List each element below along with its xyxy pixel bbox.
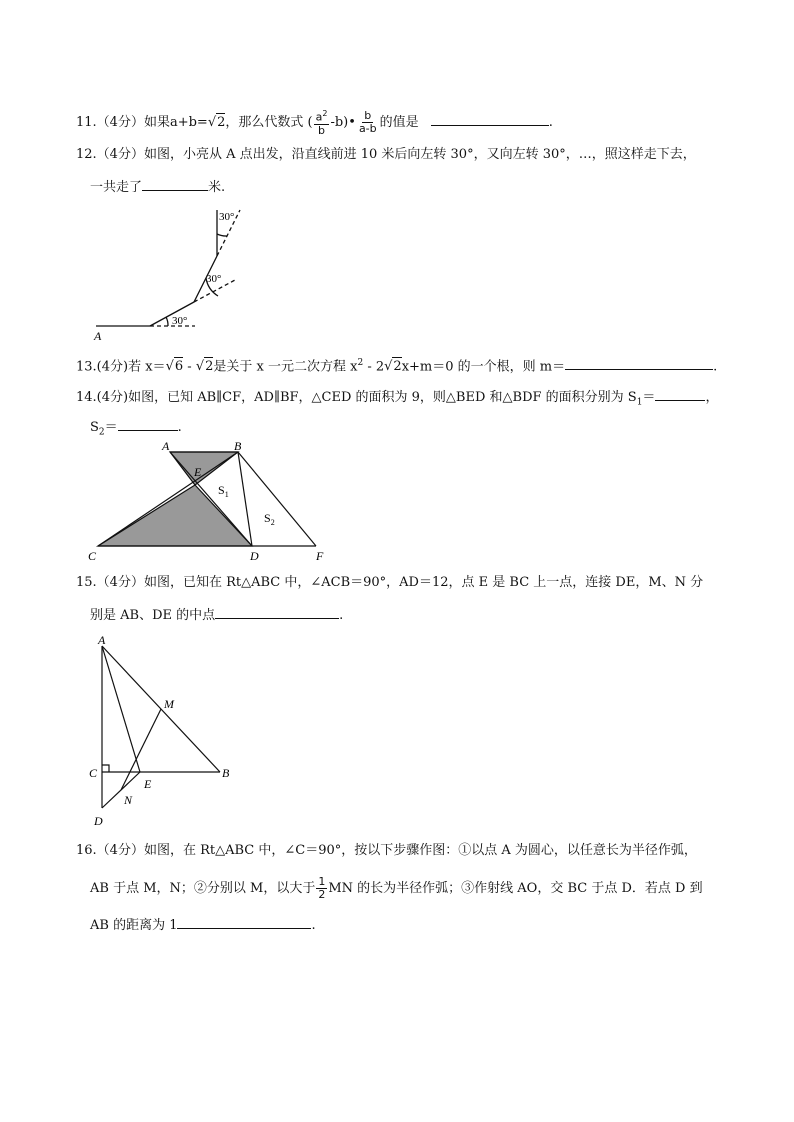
q12-answer-blank[interactable] [142,176,208,191]
q14-label-s2: $S_2$ [264,511,275,527]
q16-answer-blank[interactable] [177,914,311,929]
q14-label-s1: $S_1$ [218,483,229,499]
q14-figure [84,438,334,564]
q14-eq2: ＝ [104,420,118,435]
q16-half-fraction: $\frac{1}{2}$ [318,875,326,901]
q15-label-a: A [98,633,106,647]
question-14 [76,386,718,412]
q11-open-paren: ( [307,114,313,130]
q13-text-a: 13.(4分)若 x＝ [76,359,166,375]
q16-text2-b: MN 的长为半径作弧；③作射线 AO，交 BC 于点 D．若点 D 到 [328,881,703,896]
q14-period: . [177,420,182,435]
q16-text: 16.（4分）如图，在 Rt△ABC 中，∠C＝90°，按以下步骤作图：①以点 A 为圆心，以任意长为半径作弧， [76,843,697,858]
q12-figure [90,204,260,344]
q11-answer-blank[interactable] [431,111,549,126]
q14-label-f: F [316,549,324,563]
q12-angle-2: 30° [206,273,222,285]
q11-period: . [548,114,553,130]
q14-s2: S [90,420,99,435]
question-12-line2 [90,176,225,197]
q15-period: . [339,608,344,623]
q11-mid: ，那么代数式 [225,114,304,130]
q11-fraction-2: $\frac{b}{a-b}$ [358,108,377,135]
q14-label-a: A [162,439,170,453]
q12-text2-a: 一共走了 [90,180,143,195]
q16-period: . [311,918,316,933]
q12-text: 12.（4分）如图，小亮从 A 点出发，沿直线前进 10 米后向左转 30°，又向左转 30°，…，照这样走下去， [76,147,696,162]
q11-minus-b: -b) [330,114,349,130]
question-11 [76,108,553,137]
q15-label-c: C [89,766,98,780]
q13-minus: - [183,359,196,375]
q12-label-a: A [94,329,102,343]
q14-sub2: 2 [98,427,105,438]
q14-label-c: C [88,549,97,563]
q11-dot: • [348,114,356,130]
question-15-line2 [90,604,343,625]
q16-text3: AB 的距离为 1 [90,918,178,933]
q11-sqrt: √2 [207,114,226,130]
q13-text-b: 是关于 x 一元二次方程 x [213,359,358,375]
q11-tail: 的值是 [379,114,419,130]
q13-exp: 2 [357,358,364,368]
q15-label-n: N [124,793,133,807]
q15-label-d: D [94,814,103,828]
q16-text2-a: AB 于点 M，N；②分别以 M，以大于 [90,881,316,896]
q15-figure [88,632,248,832]
question-12 [76,146,696,164]
q15-label-e: E [144,777,152,791]
q14-answer-blank-2[interactable] [118,416,178,431]
q13-text-d: x+m＝0 的一个根，则 m＝ [401,359,566,375]
q14-comma: ， [705,390,719,405]
q15-label-m: M [164,697,174,711]
q13-sqrt-2: √2 [195,359,214,375]
q12-angle-1: 30° [172,315,188,327]
q13-text-c: - 2 [363,359,385,375]
q14-label-e: E [194,465,202,479]
q13-answer-blank[interactable] [565,355,713,370]
q15-label-b: B [222,766,230,780]
question-16 [76,842,697,860]
q14-label-b: B [234,439,242,453]
q12-text2-b: 米. [208,180,226,195]
q14-answer-blank-1[interactable] [655,386,705,401]
question-15 [76,574,703,592]
q13-sqrt-2b: √2 [384,359,402,375]
q14-sub1: 1 [636,397,643,408]
q12-angle-3: 30° [219,211,235,223]
q14-text: 14.(4分)如图，已知 AB∥CF，AD∥BF，△CED 的面积为 9，则△BED 和△BDF 的面积分别为 S [76,390,637,405]
q14-eq1: ＝ [642,390,656,405]
q15-answer-blank[interactable] [215,604,339,619]
q14-label-d: D [250,549,259,563]
q13-period: . [713,359,718,375]
q11-fraction-1: $\frac{a^2}{b}$ [315,109,328,137]
q15-text2: 别是 AB、DE 的中点 [90,608,216,623]
question-16-line3 [90,914,316,935]
q15-text: 15.（4分）如图，已知在 Rt△ABC 中，∠ACB＝90°，AD＝12，点 E 是 BC 上一点，连接 DE，M、N 分 [76,575,704,590]
question-16-line2 [90,876,703,901]
question-13 [76,354,717,376]
q13-sqrt-6: √6 [165,359,184,375]
q11-prefix: 11.（4分）如果a+b= [76,114,208,130]
